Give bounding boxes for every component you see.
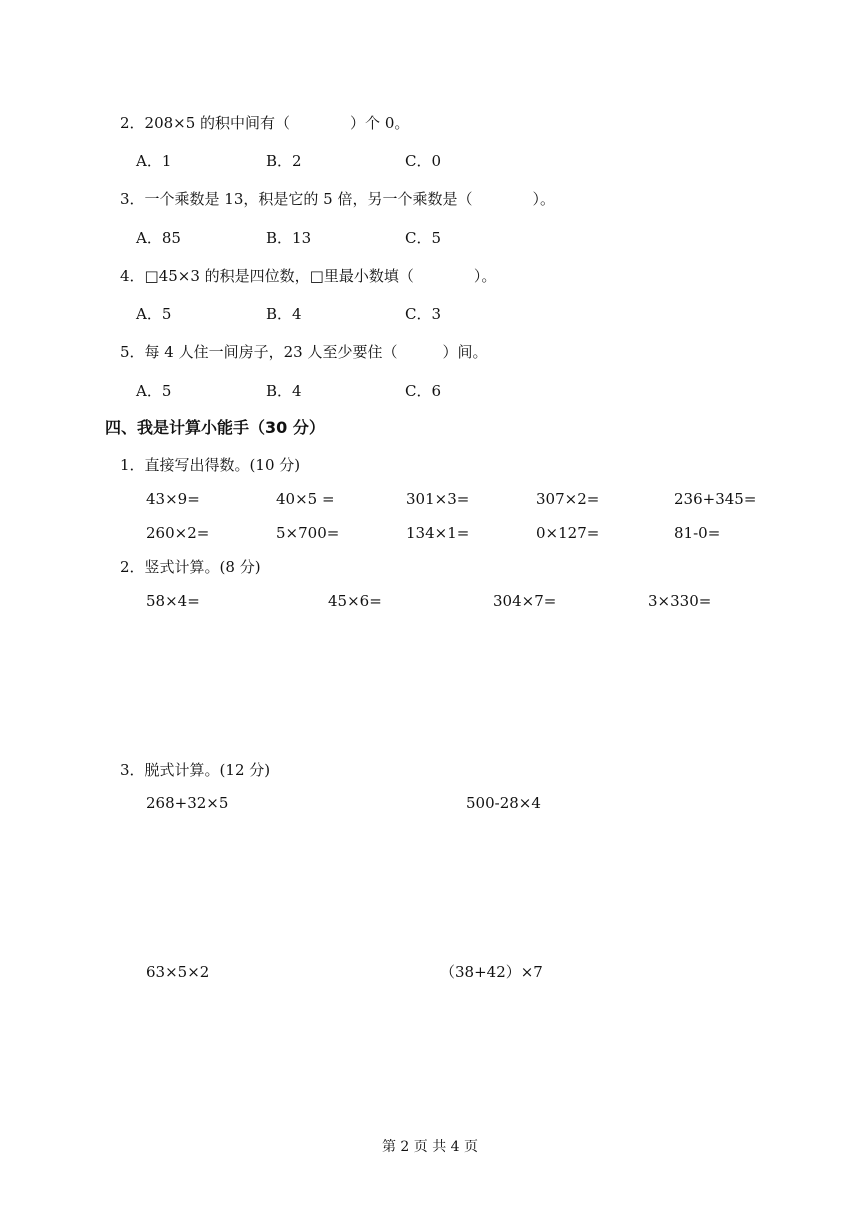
vertical-calc-item: 45×6=	[328, 592, 382, 610]
question-5-stem: 5．每 4 人住一间房子，23 人至少要住（ ）间。	[120, 343, 488, 361]
question-3-option-a: A．85	[136, 229, 181, 247]
oral-calc-item: 43×9=	[146, 490, 200, 508]
oral-calc-item: 307×2=	[536, 490, 600, 508]
section-4-heading: 四、我是计算小能手（30 分）	[105, 418, 325, 437]
part-2-title: 2．竖式计算。(8 分)	[120, 558, 261, 576]
question-4-stem: 4．□45×3 的积是四位数，□里最小数填（ ）。	[120, 267, 497, 285]
part-1-title: 1．直接写出得数。(10 分)	[120, 456, 301, 474]
vertical-calc-item: 3×330=	[648, 592, 712, 610]
question-4-option-a: A．5	[136, 305, 172, 323]
step-calc-item: 268+32×5	[146, 794, 229, 812]
question-5-option-a: A．5	[136, 382, 172, 400]
question-5-option-c: C．6	[405, 382, 442, 400]
question-4-option-c: C．3	[405, 305, 442, 323]
vertical-calc-item: 304×7=	[493, 592, 557, 610]
oral-calc-item: 40×5 =	[276, 490, 335, 508]
part-3-title: 3．脱式计算。(12 分)	[120, 761, 271, 779]
question-2-option-b: B．2	[266, 152, 302, 170]
step-calc-item: 500-28×4	[466, 794, 541, 812]
oral-calc-item: 134×1=	[406, 524, 470, 542]
step-calc-item: （38+42）×7	[440, 963, 543, 981]
question-3-option-c: C．5	[405, 229, 442, 247]
oral-calc-item: 5×700=	[276, 524, 340, 542]
question-4-option-b: B．4	[266, 305, 302, 323]
oral-calc-item: 260×2=	[146, 524, 210, 542]
vertical-calc-item: 58×4=	[146, 592, 200, 610]
oral-calc-item: 0×127=	[536, 524, 600, 542]
oral-calc-item: 81-0=	[674, 524, 721, 542]
oral-calc-item: 236+345=	[674, 490, 757, 508]
oral-calc-item: 301×3=	[406, 490, 470, 508]
step-calc-item: 63×5×2	[146, 963, 210, 981]
question-2-option-c: C．0	[405, 152, 442, 170]
question-2-stem: 2．208×5 的积中间有（ ）个 0。	[120, 114, 410, 132]
question-5-option-b: B．4	[266, 382, 302, 400]
question-3-option-b: B．13	[266, 229, 312, 247]
question-2-option-a: A．1	[136, 152, 172, 170]
question-3-stem: 3．一个乘数是 13，积是它的 5 倍，另一个乘数是（ ）。	[120, 190, 555, 208]
page-footer: 第 2 页 共 4 页	[381, 1139, 479, 1155]
